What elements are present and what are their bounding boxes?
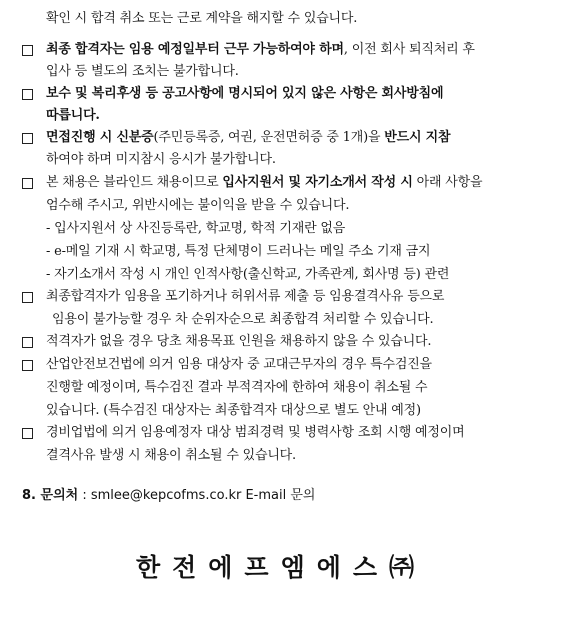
checkbox-icon bbox=[22, 292, 33, 303]
notice-line: 따릅니다. bbox=[46, 108, 100, 123]
notice-line: 엄수해 주시고, 위반시에는 불이익을 받을 수 있습니다. bbox=[46, 198, 350, 213]
checkbox-icon bbox=[22, 178, 33, 189]
checkbox-icon bbox=[22, 89, 33, 100]
notice-line: 보수 및 복리후생 등 공고사항에 명시되어 있지 않은 사항은 회사방침에 bbox=[46, 86, 444, 101]
contact-label: 8. 문의처 bbox=[22, 488, 79, 503]
notice-line: 입사 등 별도의 조치는 불가합니다. bbox=[46, 64, 239, 79]
notice-line: - e-메일 기재 시 학교명, 특정 단체명이 드러나는 메일 주소 기재 금지 bbox=[46, 244, 431, 259]
notice-line: 있습니다. (특수검진 대상자는 최종합격자 대상으로 별도 안내 예정) bbox=[46, 403, 421, 418]
checkbox-icon bbox=[22, 133, 33, 144]
contact-info: 8. 문의처 : smlee@kepcofms.co.kr E-mail 문의 bbox=[22, 488, 316, 503]
notice-line: 면접진행 시 신분증(주민등록증, 여권, 운전면허증 중 1개)을 반드시 지참 bbox=[46, 130, 451, 145]
checkbox-icon bbox=[22, 360, 33, 371]
contact-email[interactable]: smlee@kepcofms.co.kr bbox=[90, 488, 242, 503]
notice-line: 임용이 불가능할 경우 차 순위자순으로 최종합격 처리할 수 있습니다. bbox=[52, 312, 434, 327]
notice-line: 본 채용은 블라인드 채용이므로 입사지원서 및 자기소개서 작성 시 아래 사항을 bbox=[46, 175, 483, 190]
notice-line: - 자기소개서 작성 시 개인 인적사항(출신학교, 가족관계, 회사명 등) 관련 bbox=[46, 267, 450, 282]
notice-line: 적격자가 없을 경우 당초 채용목표 인원을 채용하지 않을 수 있습니다. bbox=[46, 334, 432, 349]
notice-line: 확인 시 합격 취소 또는 근로 계약을 해지할 수 있습니다. bbox=[46, 11, 358, 26]
notice-line: 경비업법에 의거 임용예정자 대상 범죄경력 및 병력사항 조회 시행 예정이며 bbox=[46, 425, 465, 440]
notice-line: 진행할 예정이며, 특수검진 결과 부적격자에 한하여 채용이 취소될 수 bbox=[46, 380, 428, 395]
notice-line: 최종합격자가 임용을 포기하거나 허위서류 제출 등 임용결격사유 등으로 bbox=[46, 289, 445, 304]
notice-line: - 입사지원서 상 사진등록란, 학교명, 학적 기재란 없음 bbox=[46, 221, 346, 236]
checkbox-icon bbox=[22, 45, 33, 56]
checkbox-icon bbox=[22, 428, 33, 439]
notice-line: 최종 합격자는 임용 예정일부터 근무 가능하여야 하며, 이전 회사 퇴직처리 후 bbox=[46, 42, 475, 57]
company-name: 한전에프엠에스㈜ bbox=[135, 553, 427, 582]
notice-line: 결격사유 발생 시 채용이 취소될 수 있습니다. bbox=[46, 448, 296, 463]
checkbox-icon bbox=[22, 337, 33, 348]
notice-line: 하여야 하며 미지참시 응시가 불가합니다. bbox=[46, 152, 276, 167]
notice-line: 산업안전보건법에 의거 임용 대상자 중 교대근무자의 경우 특수검진을 bbox=[46, 357, 432, 372]
